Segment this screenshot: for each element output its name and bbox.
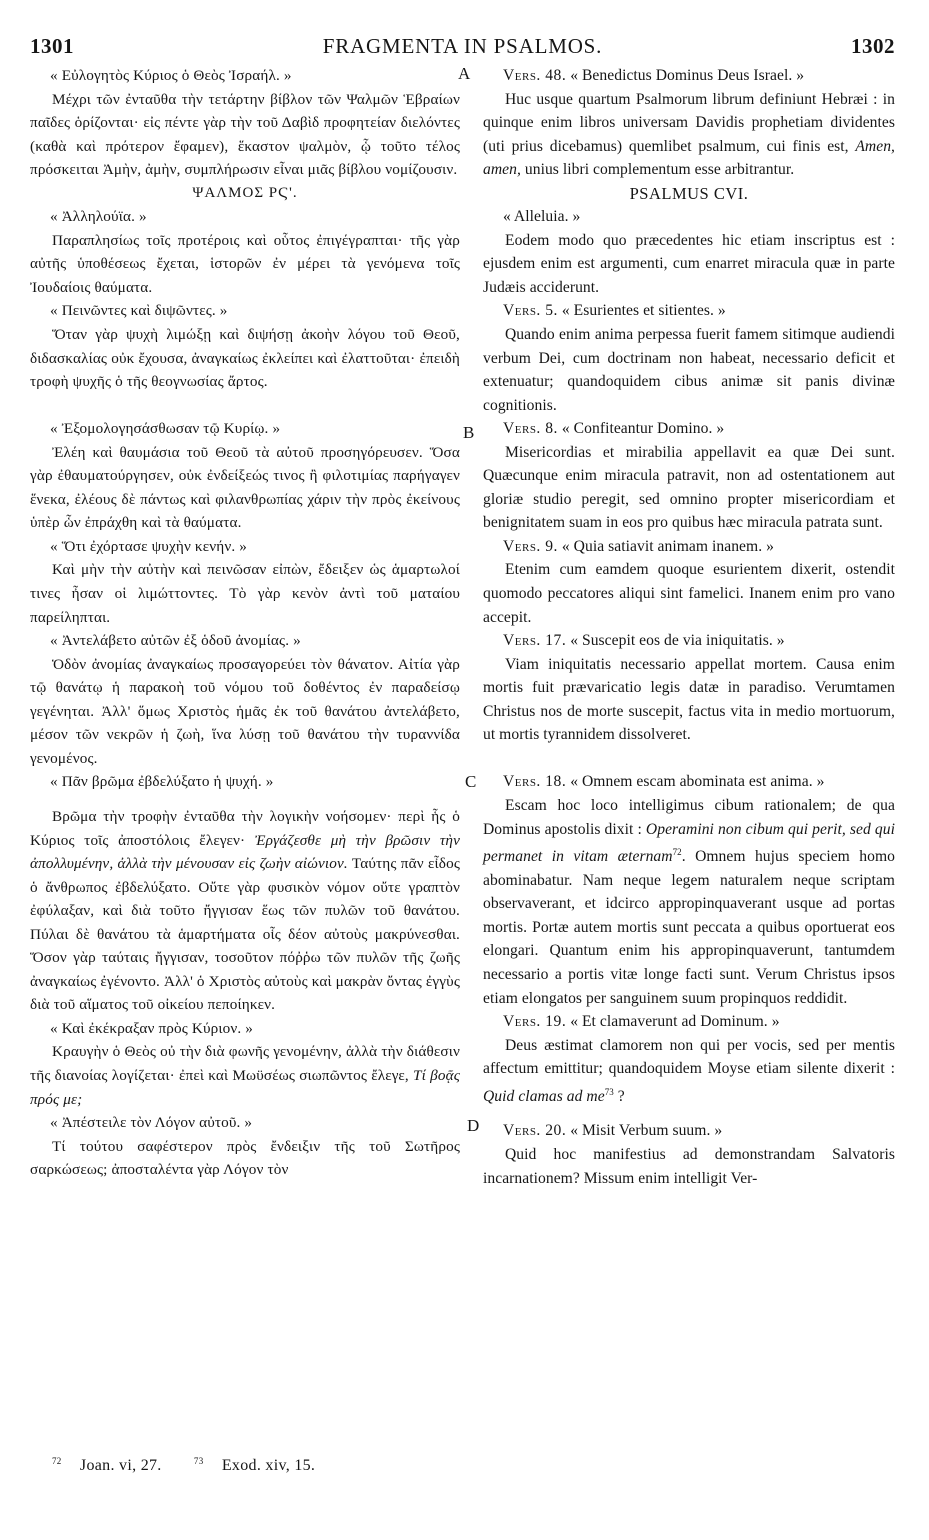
section-letter-b: B <box>463 423 475 442</box>
footnote-number: 73 <box>193 1456 204 1466</box>
latin-lemma-text: « Misit Verbum suum. » <box>570 1122 723 1140</box>
greek-lemma: « Πεινῶντες καὶ διψῶντες. » <box>50 302 228 320</box>
greek-lemma: « Ἀπέστειλε τὸν Λόγον αὐτοῦ. » <box>50 1114 253 1132</box>
verse-ref: Vers. 20. <box>503 1122 567 1140</box>
latin-text: Huc usque quartum Psalmorum librum definiunt Hebræi : in quinque enim libros universam Davidis prophetiam dividentes (uti prius dicebamus) quemlibet psalmum, cui finis est, <box>483 90 895 155</box>
latin-paragraph: Quid hoc manifestius ad demonstrandam Salvatoris incarnationem? Missum enim intelligit Ver- <box>483 1145 895 1187</box>
verse-ref: Vers. 8. <box>503 420 558 438</box>
greek-paragraph: Μέχρι τῶν ἐνταῦθα τὴν τετάρτην βίβλον τῶν Ψαλμῶν Ἑβραίων παῖδες ὁρίζονται· εἰς πέντε γὰρ τὴν τοῦ Δαβὶδ προφητείαν διελόντες (καθὰ καὶ πρότερον ἔφαμεν), ἕκαστον ψαλμὸν, ᾧ τοῦτο τέλος πρόσκειται Ἀμὴν, ἀμὴν, συμπλήρωσιν εἶναι μιᾶς βίβλου νομίζουσιν. <box>30 90 460 179</box>
section-letter-c: C <box>465 772 477 791</box>
greek-text: Ταύτης πᾶν εἶδος ὁ ἄνθρωπος ἐβδελύξατο. Οὔτε γὰρ φυσικὸν νόμον οὔτε γραπτὸν ἐφύλαξαν, καὶ διὰ τοῦτο ἤγγισαν ἕως τῶν πυλῶν τοῦ θανάτου. Πύλαι δὲ θανάτου τὰ ἁμαρτήματα οἷς δέον αὐτοὺς μακρύνεσθαι. Ὅσον γὰρ ταύταις ἤγγισαν, τοσοῦτον πόῤῥω τῶν πυλῶν τῆς ζωῆς ἀναγκαίως ἐγένοντο. Ἀλλ' ὁ Χριστὸς αὐτοὺς καὶ μακρὰν ὄντας ἐγγὺς διὰ τοῦ αἵματος τοῦ οἰκείου πεποίηκεν. <box>30 855 460 1014</box>
greek-text: Κραυγὴν ὁ Θεὸς οὐ τὴν διὰ φωνῆς γενομένην, ἀλλὰ τὴν διάθεσιν τῆς διανοίας λογίζεται· ἐπεὶ καὶ Μωϋσέως σιωπῶντος ἔλεγε, <box>30 1043 460 1084</box>
page-number-left: 1301 <box>30 34 74 58</box>
greek-paragraph <box>30 1040 460 1111</box>
latin-psalm-title: PSALMUS CVI. <box>629 183 749 203</box>
greek-paragraph: Τί τούτου σαφέστερον πρὸς ἔνδειξιν τῆς τοῦ Σωτῆρος σαρκώσεως; ἀποσταλέντα γὰρ Λόγον τὸν <box>30 1137 460 1179</box>
greek-text: Βρῶμα τὴν τροφὴν ἐνταῦθα τὴν λογικὴν νοήσομεν· περὶ ἧς ὁ Κύριος τοῖς ἀποστόλοις ἔλεγεν· <box>30 807 460 849</box>
latin-paragraph: Quando enim anima perpessa fuerit famem sitimque audiendi verbum Dei, cum doctrinam non habeat, necessario deficit et extenuatur; quandoquidem cibus animæ sit panis divinæ cognitionis. <box>483 326 895 414</box>
latin-text: ? <box>613 1087 625 1105</box>
latin-text: Deus æstimat clamorem non qui per vocis, sed per mentis affectum emittitur; quandoquidem Moyse etiam silente dixerit : <box>483 1036 895 1078</box>
latin-lemma <box>483 535 895 559</box>
latin-paragraph <box>483 1034 895 1109</box>
latin-text: . Omnem hujus speciem homo abominabatur. Nam neque legem naturalem neque scriptam observaverant, et idcirco appropinquaverant usque ad portas mortis. Portæ autem mortis sunt peccata a quibus oportuerat eos elongari. Quantum enim his appropinquaverunt, tantumdem necessario a portis vitæ longe facti sunt. Verum Christus ipsos etiam elongatos per sanguinem suum propinquos reddidit. <box>483 848 895 1007</box>
latin-text: unius libri complementum esse arbitrantur. <box>520 161 795 179</box>
latin-lemma-text: « Et clamaverunt ad Dominum. » <box>570 1013 780 1031</box>
greek-paragraph: Παραπλησίως τοῖς προτέροις καὶ οὗτος ἐπιγέγραπται· τῆς γὰρ αὐτῆς ὑποθέσεως ἔχεται, ἱστορῶν ἐν μέρει τὰ γενόμενα τοῖς Ἰουδαίοις θαύματα. <box>30 231 460 296</box>
footnote-number: 72 <box>52 1456 62 1466</box>
spacer <box>483 747 895 771</box>
latin-paragraph: Eodem modo quo præcedentes hic etiam inscriptus est : ejusdem enim est argumenti, cum enarret miracula quæ in parte Judæis acciderunt. <box>483 231 895 296</box>
spacer <box>30 394 460 418</box>
footnote-2 <box>194 1457 329 1474</box>
greek-psalm-title: ΨΑΛΜΟΣ ΡϚ'. <box>192 184 298 201</box>
latin-lemma <box>483 629 895 653</box>
latin-quote: Amen, amen, <box>483 137 895 179</box>
spacer <box>30 794 460 805</box>
running-head <box>30 34 895 60</box>
verse-ref: Vers. 48. <box>503 67 567 84</box>
greek-paragraph: Ὅταν γὰρ ψυχὴ λιμώξῃ καὶ διψήσῃ ἀκοὴν λόγου τοῦ Θεοῦ, διδασκαλίας οὐκ ἔχουσα, ἀναγκαίως ἐκλείπει καὶ ἐλαττοῦται· ἐπειδὴ τροφὴ ψυχῆς ὁ τῆς θεογνωσίας ἄρτος. <box>30 326 460 391</box>
latin-lemma-text: « Confiteantur Domino. » <box>561 420 725 438</box>
greek-scripture-quote: Τί βοᾷς πρός με; <box>30 1066 461 1108</box>
greek-lemma: « Ὅτι ἐχόρτασε ψυχὴν κενήν. » <box>50 537 248 555</box>
latin-paragraph: Misericordias et mirabilia appellavit ea quæ Dei sunt. Quæcunque enim miracula patravit, non ad ostentationem aut gloriæ studio peregit, sed omnino propter misericordiam et benignitatem suam in eos pro quibus hæc miracula patrata sunt. <box>483 443 895 532</box>
latin-text: Escam hoc loco intelligimus cibum rationalem; de qua Dominus apostolis dixit : <box>483 796 895 838</box>
latin-paragraph: Viam iniquitatis necessario appellat mortem. Causa enim mortis fuit prævaricatio legis datæ in paradiso. Verumtamen Christus nos de morte suscepit, factus vita in medio mortuorum, ut mortis tyrannidem dissolveret. <box>483 655 895 744</box>
greek-paragraph: Καὶ μὴν τὴν αὐτὴν καὶ πεινῶσαν εἰπὼν, ἔδειξεν ὡς ἁμαρτωλοί τινες ἦσαν οἱ λιμώττοντες. Τὸ γὰρ κενὸν ἀντὶ τοῦ ματαίου παρείληπται. <box>30 561 460 626</box>
verse-ref: Vers. 9. <box>503 537 558 555</box>
section-letter-a: A <box>458 64 471 83</box>
greek-lemma: « Πᾶν βρῶμα ἐβδελύξατο ἡ ψυχή. » <box>50 773 274 791</box>
latin-lemma-text: « Esurientes et sitientes. » <box>561 302 726 320</box>
footnote-ref[interactable]: 73 <box>604 1086 614 1097</box>
footnotes <box>52 1456 343 1475</box>
verse-ref: Vers. 5. <box>503 302 558 320</box>
greek-scripture-quote: Ἐργάζεσθε μὴ τὴν βρῶσιν τὴν ἀπολλυμένην, ἀλλὰ τὴν μένουσαν εἰς ζωὴν αἰώνιον. <box>30 831 460 873</box>
greek-paragraph: Ὁδὸν ἀνομίας ἀναγκαίως προσαγορεύει τὸν θάνατον. Αἰτία γὰρ τῷ θανάτῳ ἡ παρακοὴ τοῦ νόμου τοῦ δοθέντος ἐν παραδείσῳ γεγένηται. Ἀλλ' ὅμως Χριστὸς ἡμᾶς ἐκ τοῦ θανάτου ἀντελάβετο, μέσον τῶν νεκρῶν ἡ ζωὴ, ἵνα λύσῃ τοῦ θανάτου τὴν τυραννίδα γενομένος. <box>30 655 460 767</box>
latin-column <box>483 64 895 1190</box>
latin-lemma <box>483 770 895 794</box>
latin-paragraph <box>483 794 895 1010</box>
latin-scripture-quote: Quid clamas ad me <box>483 1087 605 1105</box>
latin-scripture-quote: Operamini non cibum qui perit, sed qui permanet in vitam æternam <box>483 820 895 866</box>
latin-lemma <box>483 1119 895 1143</box>
verse-ref: Vers. 17. <box>503 632 567 650</box>
section-letter-d: D <box>467 1116 480 1135</box>
footnote-text: Exod. xiv, 15. <box>221 1457 316 1475</box>
greek-lemma: « Ἐξομολογησάσθωσαν τῷ Κυρίῳ. » <box>50 420 281 438</box>
greek-lemma: « Εὐλογητὸς Κύριος ὁ Θεὸς Ἰσραήλ. » <box>50 67 292 84</box>
latin-lemma-text: « Benedictus Dominus Deus Israel. » <box>570 67 805 84</box>
greek-column <box>30 64 460 1182</box>
latin-paragraph <box>483 88 895 182</box>
footnote-1 <box>52 1457 176 1474</box>
latin-lemma-text: « Suscepit eos de via iniquitatis. » <box>570 632 785 650</box>
greek-lemma: « Ἀλληλούϊα. » <box>50 208 147 226</box>
footnote-text: Joan. vi, 27. <box>79 1457 162 1475</box>
verse-ref: Vers. 19. <box>503 1013 567 1031</box>
spacer <box>483 1108 895 1119</box>
latin-lemma: « Alleluia. » <box>503 208 581 226</box>
page-number-right: 1302 <box>851 34 895 58</box>
greek-lemma: « Καὶ ἐκέκραξαν πρὸς Κύριον. » <box>50 1019 254 1037</box>
greek-paragraph <box>30 805 460 1017</box>
latin-lemma <box>483 64 895 88</box>
verse-ref: Vers. 18. <box>503 773 567 791</box>
greek-paragraph: Ἐλέη καὶ θαυμάσια τοῦ Θεοῦ τὰ αὐτοῦ προσηγόρευσεν. Ὅσα γὰρ ἐθαυματούργησεν, οὐκ ἐνδείξεώς τινος ἢ φιλοτιμίας παρήγαγεν ἕνεκα, ἐλέους δὲ πάντως καὶ φιλανθρωπίας χάριν τὴν πρὸς ἐκείνους ὑπὲρ ὧν ἐπράχθη καὶ τὰ θαύματα. <box>30 443 460 532</box>
latin-lemma-text: « Omnem escam abominata est anima. » <box>570 773 825 791</box>
footnote-ref[interactable]: 72 <box>672 847 682 858</box>
latin-lemma <box>483 299 895 323</box>
latin-paragraph: Etenim cum eamdem quoque esurientem dixerit, ostendit quomodo peccatores aliqui sint famelici. Inanem enim pro vano accepit. <box>483 561 895 626</box>
latin-lemma <box>483 417 895 441</box>
greek-lemma: « Ἀντελάβετο αὐτῶν ἐξ ὁδοῦ ἀνομίας. » <box>50 632 301 650</box>
running-title: FRAGMENTA IN PSALMOS. <box>322 34 603 58</box>
latin-lemma-text: « Quia satiavit animam inanem. » <box>561 537 774 555</box>
latin-lemma <box>483 1010 895 1034</box>
